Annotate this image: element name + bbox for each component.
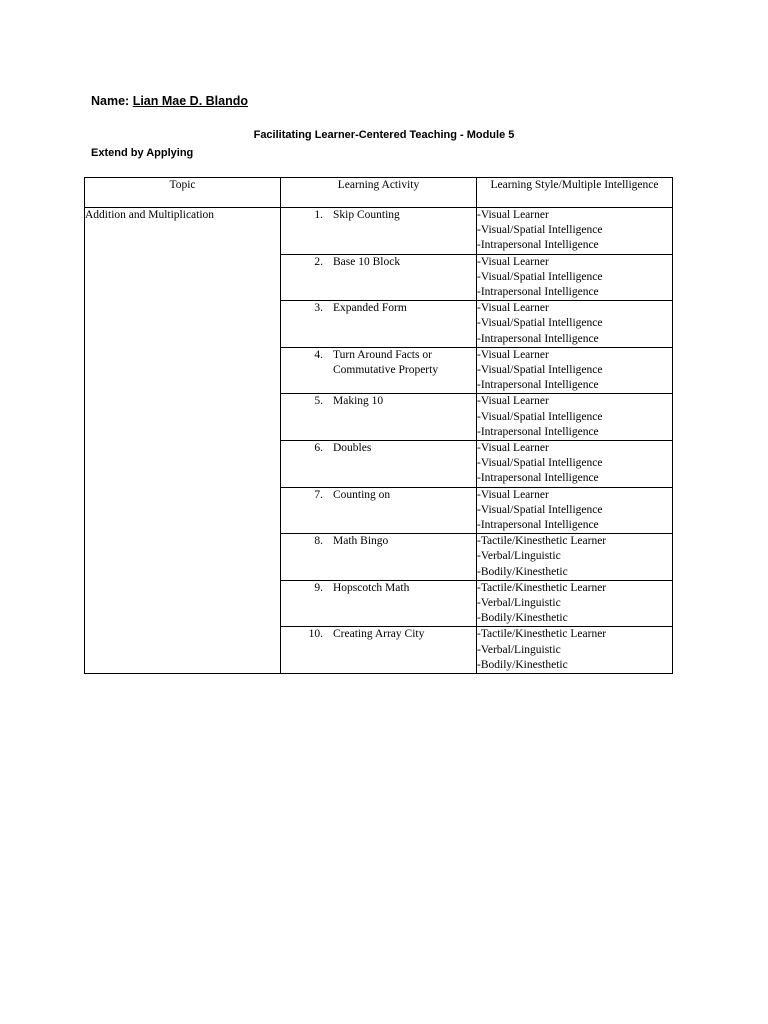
learning-style-item: -Verbal/Linguistic — [477, 597, 561, 610]
learning-style-item: -Intrapersonal Intelligence — [477, 472, 599, 485]
document-title — [0, 129, 768, 141]
activity-cell — [281, 347, 477, 394]
activity-table — [84, 177, 673, 674]
learning-style-cell — [477, 347, 673, 394]
learning-style-item: -Visual Learner — [477, 209, 549, 221]
student-name-line — [91, 94, 248, 108]
activity-number: 7. — [314, 488, 323, 501]
activity-cell — [281, 301, 477, 348]
topic-cell: Addition and Multiplication — [85, 208, 281, 674]
learning-style-cell — [477, 254, 673, 301]
header-learning-style: Learning Style/Multiple Intelligence — [477, 178, 673, 208]
activity-name: Creating Array City — [333, 628, 425, 641]
learning-style-item: -Intrapersonal Intelligence — [477, 519, 599, 532]
learning-style-item: -Intrapersonal Intelligence — [477, 239, 599, 252]
activity-number: 5. — [314, 395, 323, 408]
activity-name: Skip Counting — [333, 209, 400, 221]
activity-cell — [281, 208, 477, 255]
learning-style-item: -Verbal/Linguistic — [477, 643, 561, 656]
activity-number: 9. — [314, 581, 323, 594]
learning-style-cell — [477, 208, 673, 255]
learning-style-cell — [477, 534, 673, 581]
activity-cell — [281, 394, 477, 441]
activity-cell — [281, 254, 477, 301]
document-title-text: Facilitating Learner-Centered Teaching - Module 5 — [253, 129, 515, 141]
learning-style-item: -Visual Learner — [477, 442, 549, 455]
activity-number: 2. — [314, 255, 323, 268]
activity-number: 3. — [314, 302, 323, 315]
activity-cell — [281, 534, 477, 581]
activity-name: Expanded Form — [333, 302, 407, 315]
activity-number: 1. — [314, 209, 323, 221]
learning-style-item: -Visual/Spatial Intelligence — [477, 410, 603, 423]
header-topic: Topic — [85, 178, 281, 208]
learning-style-item: -Verbal/Linguistic — [477, 550, 561, 563]
name-label: Name: — [91, 94, 130, 108]
learning-style-item: -Visual Learner — [477, 348, 549, 361]
activity-number: 10. — [308, 628, 323, 641]
student-name: Lian Mae D. Blando — [132, 94, 248, 108]
table-header-row — [85, 178, 673, 208]
learning-style-item: -Visual/Spatial Intelligence — [477, 270, 603, 283]
learning-style-item: -Visual/Spatial Intelligence — [477, 317, 603, 330]
learning-style-cell — [477, 301, 673, 348]
learning-style-item: -Intrapersonal Intelligence — [477, 425, 599, 438]
activity-name: Turn Around Facts or Commutative Property — [333, 348, 439, 377]
learning-style-item: -Bodily/Kinesthetic — [477, 658, 568, 671]
learning-style-item: -Visual/Spatial Intelligence — [477, 364, 603, 377]
learning-style-item: -Tactile/Kinesthetic Learner — [477, 535, 607, 548]
learning-style-item: -Visual Learner — [477, 302, 549, 315]
activity-cell — [281, 627, 477, 674]
activity-name: Base 10 Block — [333, 255, 401, 268]
learning-style-item: -Bodily/Kinesthetic — [477, 565, 568, 578]
learning-style-item: -Tactile/Kinesthetic Learner — [477, 581, 607, 594]
learning-style-cell — [477, 394, 673, 441]
learning-style-item: -Tactile/Kinesthetic Learner — [477, 628, 607, 641]
activity-name: Counting on — [333, 488, 391, 501]
learning-style-item: -Visual/Spatial Intelligence — [477, 503, 603, 516]
activity-cell — [281, 487, 477, 534]
learning-style-item: -Intrapersonal Intelligence — [477, 379, 599, 392]
activity-cell — [281, 441, 477, 488]
learning-style-cell — [477, 627, 673, 674]
learning-style-item: -Intrapersonal Intelligence — [477, 286, 599, 299]
table-body — [85, 208, 673, 674]
activity-name: Doubles — [333, 442, 372, 455]
learning-style-item: -Visual/Spatial Intelligence — [477, 457, 603, 470]
learning-style-cell — [477, 487, 673, 534]
activity-name: Making 10 — [333, 395, 384, 408]
learning-style-item: -Bodily/Kinesthetic — [477, 612, 568, 625]
activity-number: 6. — [314, 442, 323, 455]
learning-style-item: -Visual/Spatial Intelligence — [477, 224, 603, 237]
activity-cell — [281, 580, 477, 627]
section-heading: Extend by Applying — [91, 147, 194, 159]
table-row — [85, 208, 673, 255]
activity-number: 4. — [314, 348, 323, 361]
activity-name: Hopscotch Math — [333, 581, 410, 594]
learning-style-cell — [477, 441, 673, 488]
activity-name: Math Bingo — [333, 535, 389, 548]
activity-number: 8. — [314, 535, 323, 548]
header-learning-activity: Learning Activity — [281, 178, 477, 208]
learning-style-item: -Visual Learner — [477, 395, 549, 408]
learning-style-cell — [477, 580, 673, 627]
learning-style-item: -Intrapersonal Intelligence — [477, 332, 599, 345]
learning-style-item: -Visual Learner — [477, 255, 549, 268]
learning-style-item: -Visual Learner — [477, 488, 549, 501]
